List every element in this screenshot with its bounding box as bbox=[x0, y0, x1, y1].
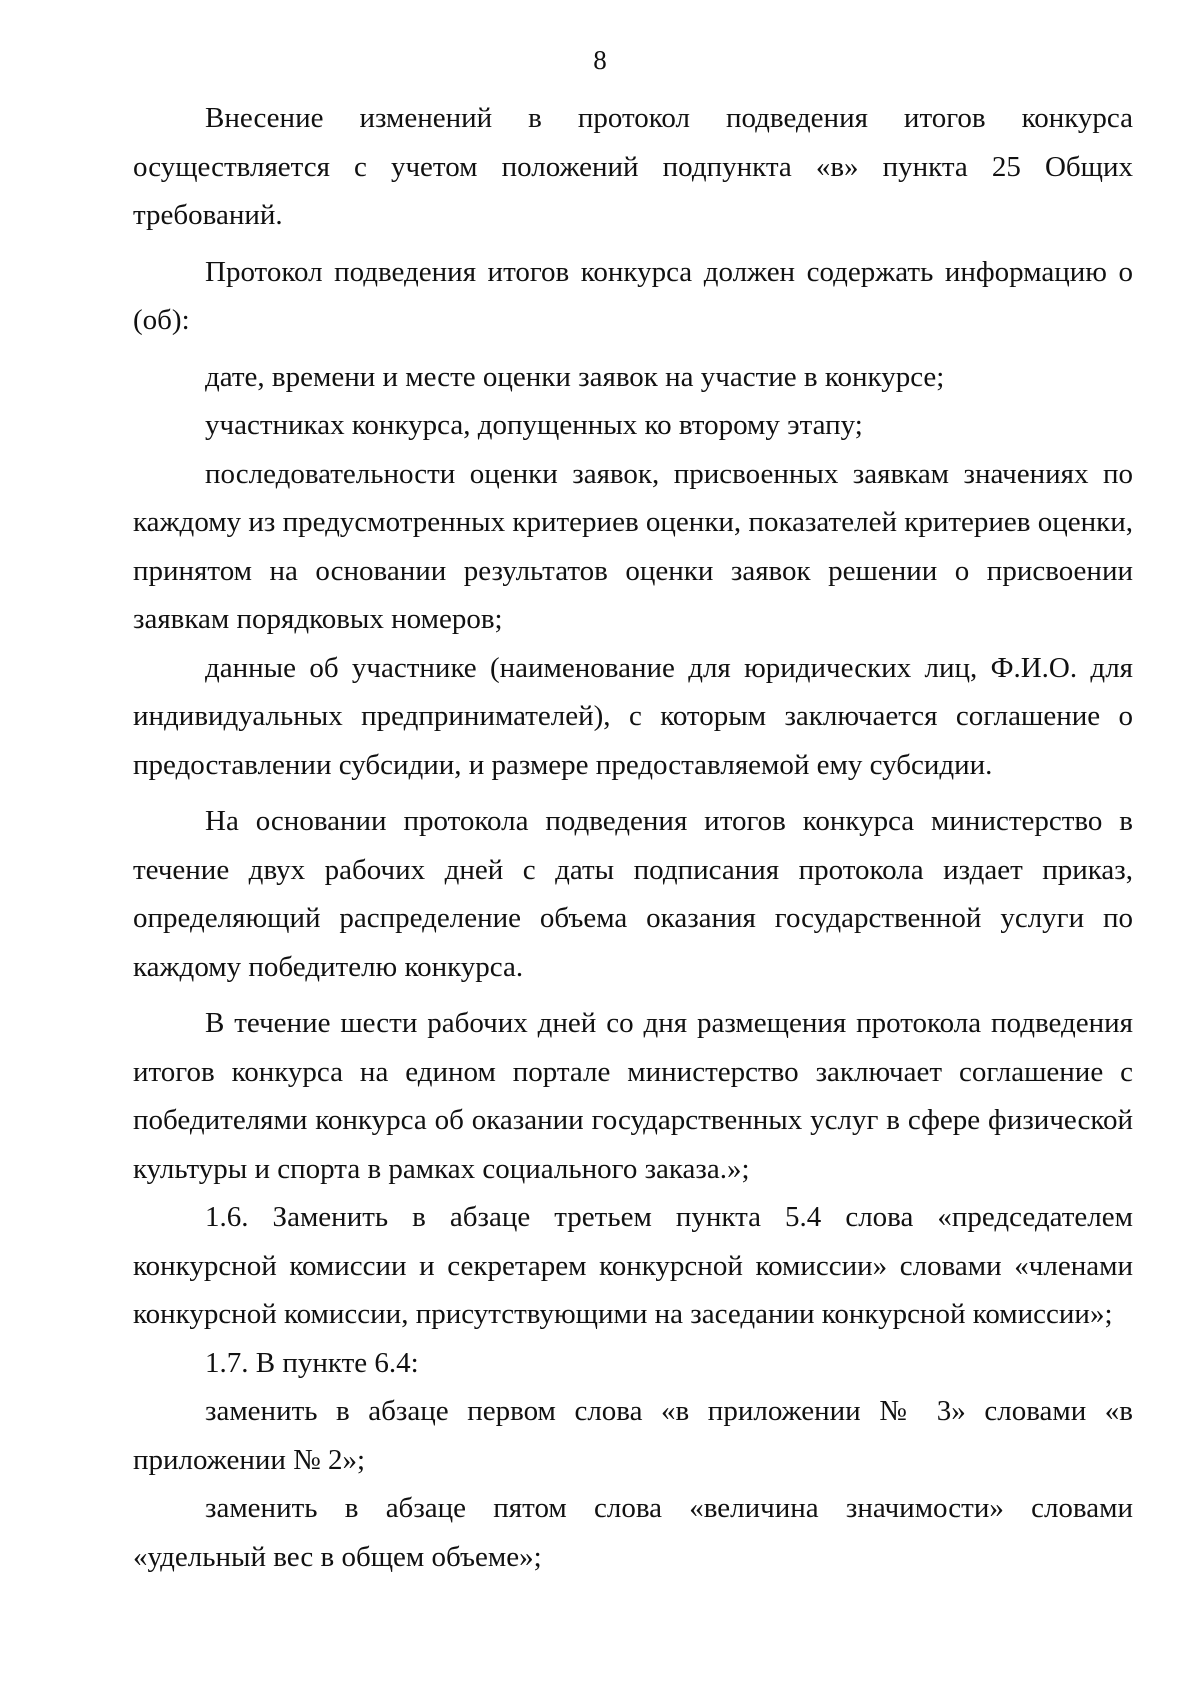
list-item-participant-data: данные об участнике (наименование для юридических лиц, Ф.И.О. для индивидуальных предпринимателей), с которым заключается соглашение о предоставлении субсидии, и размере предоставляемой ему субсидии. bbox=[133, 651, 1133, 781]
paragraph-ministry-order: На основании протокола подведения итогов конкурса министерство в течение двух рабочих дней с даты подписания протокола издает приказ, определяющий распределение объема оказания государственной услуги по каждому победителю конкурса. bbox=[133, 805, 1133, 983]
document-body bbox=[133, 94, 1133, 1581]
paragraph-protocol-changes: Внесение изменений в протокол подведения итогов конкурса осуществляется с учетом положений подпункта «в» пункта 25 Общих требований. bbox=[133, 102, 1133, 231]
clause-1-7: 1.7. В пункте 6.4: bbox=[205, 1346, 419, 1379]
paragraph-agreement: В течение шести рабочих дней со дня размещения протокола подведения итогов конкурса на едином портале министерство заключает соглашение с победителями конкурса об оказании государственных услуг в сфере физической культуры и спорта в рамках социального заказа.»; bbox=[133, 1007, 1133, 1185]
list-item-evaluation-sequence: последовательности оценки заявок, присвоенных заявкам значениях по каждому из предусмотренных критериев оценки, показателей критериев оценки, принятом на основании результатов оценки заявок решении о присвоении заявкам порядковых номеров; bbox=[133, 457, 1133, 635]
list-item-date-time-place: дате, времени и месте оценки заявок на участие в конкурсе; bbox=[205, 360, 945, 393]
clause-1-7-item-2: заменить в абзаце пятом слова «величина значимости» словами «удельный вес в общем объеме»; bbox=[133, 1492, 1133, 1573]
paragraph-protocol-contents: Протокол подведения итогов конкурса должен содержать информацию о (об): bbox=[133, 255, 1133, 336]
list-item-participants: участниках конкурса, допущенных ко второму этапу; bbox=[205, 409, 863, 441]
clause-1-7-item-1: заменить в абзаце первом слова «в приложении № 3» словами «в приложении № 2»; bbox=[133, 1395, 1133, 1476]
clause-1-6: 1.6. Заменить в абзаце третьем пункта 5.4 слова «председателем конкурсной комиссии и секретарем конкурсной комиссии» словами «членами конкурсной комиссии, присутствующими на заседании конкурсной комиссии»; bbox=[133, 1201, 1133, 1330]
page-number: 8 bbox=[593, 45, 607, 75]
